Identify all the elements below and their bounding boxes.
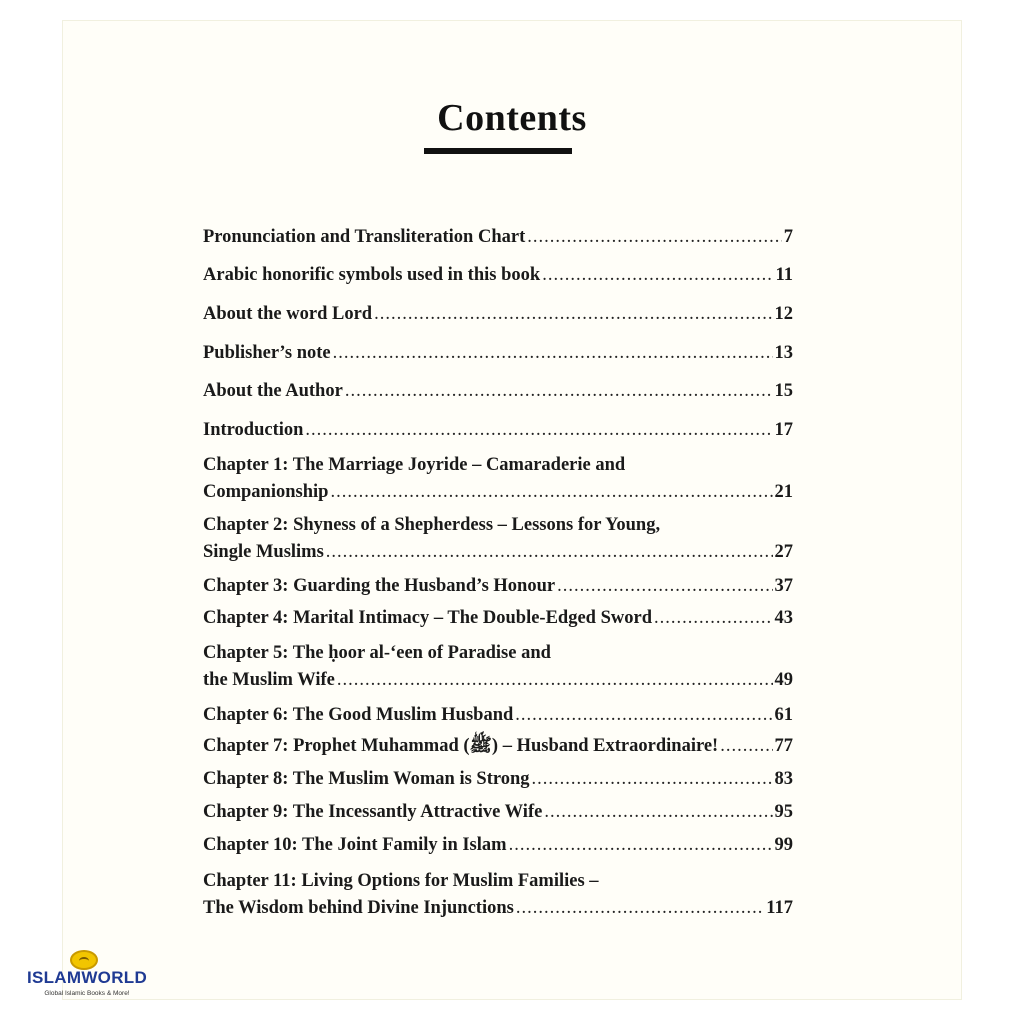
toc-entry-line [203,512,793,539]
toc-entry [203,340,793,367]
toc-page-number: 99 [774,835,793,855]
toc-entry-title: Chapter 7: Prophet Muhammad (ﷺ) – Husband Extraordinaire! [203,736,719,756]
dot-leader [515,702,772,729]
toc-entry-title: About the word Lord [203,304,373,324]
toc-entry-title: About the Author [203,381,343,401]
dot-leader [345,378,773,405]
toc-entry-last-line [203,573,793,600]
toc-entry [203,452,793,506]
toc-entry-title: Chapter 3: Guarding the Husband’s Honour [203,576,556,596]
toc-entry-last-line [203,799,793,826]
toc-entry-last-line [203,224,793,251]
toc-entry [203,301,793,328]
toc-page-number: 49 [774,670,793,690]
toc-entry-last-line [203,262,793,289]
toc-entry-last-line [203,539,793,566]
dot-leader [305,417,772,444]
dot-leader [527,224,782,251]
toc-page-number: 117 [766,898,793,918]
toc-entry [203,378,793,405]
logo-tagline: Global Islamic Books & More! [44,990,130,997]
toc-entry-title: Chapter 5: The ḥoor al-‘een of Paradise and [203,643,551,663]
toc-entry-title: Chapter 4: Marital Intimacy – The Double-Edged Sword [203,608,652,628]
toc-page-number: 13 [774,343,793,363]
dot-leader [330,479,772,506]
toc-entry-line [203,640,793,667]
toc-entry-title: Chapter 11: Living Options for Muslim Families – [203,871,599,891]
toc-page-number: 17 [774,420,793,440]
islamworld-emblem-icon [70,950,98,970]
dot-leader [544,799,772,826]
dot-leader [333,340,773,367]
toc-entry-last-line [203,766,793,793]
toc-entry [203,417,793,444]
toc-entry-line [203,868,793,895]
title-underline [424,148,572,154]
dot-leader [532,766,773,793]
toc-entry-last-line [203,417,793,444]
toc-entry-title: Companionship [203,482,329,502]
toc-entry-last-line [203,479,793,506]
toc-entry [203,605,793,632]
toc-entry [203,799,793,826]
toc-page-number: 61 [774,705,793,725]
toc-entry [203,868,793,922]
toc-entry [203,262,793,289]
toc-page-number: 95 [774,802,793,822]
page-title: Contents [437,97,587,139]
dot-leader [654,605,773,632]
toc-entry-title: Chapter 9: The Incessantly Attractive Wife [203,802,543,822]
toc-entry-title: The Wisdom behind Divine Injunctions [203,898,514,918]
toc-page-number: 11 [775,265,793,285]
toc-entry-last-line [203,832,793,859]
toc-entry [203,702,793,729]
toc-page-number: 77 [774,736,793,756]
toc-entry-last-line [203,340,793,367]
toc-entry-title: Chapter 1: The Marriage Joyride – Camaraderie and [203,455,626,475]
dot-leader [557,573,772,600]
toc-entry [203,766,793,793]
toc-entry [203,224,793,251]
toc-entry [203,832,793,859]
toc-entry-title: Arabic honorific symbols used in this book [203,265,541,285]
toc-entry-last-line [203,301,793,328]
islamworld-logo[interactable] [26,950,148,1010]
toc-entry-last-line [203,702,793,729]
toc-page-number: 43 [774,608,793,628]
toc-page-number: 12 [774,304,793,324]
toc-page-number: 37 [774,576,793,596]
toc-entry-last-line [203,667,793,694]
toc-entry-title: Introduction [203,420,304,440]
toc-entry [203,640,793,694]
toc-entry-last-line [203,605,793,632]
toc-entry-title: Chapter 2: Shyness of a Shepherdess – Lessons for Young, [203,515,661,535]
toc-entry [203,512,793,566]
toc-entry-line [203,452,793,479]
dot-leader [720,733,772,760]
dot-leader [509,832,773,859]
toc-page-number: 27 [774,542,793,562]
toc-entry-last-line [203,895,793,922]
toc-entry [203,733,793,760]
toc-entry-title: the Muslim Wife [203,670,335,690]
toc-page-number: 21 [774,482,793,502]
toc-entry-title: Pronunciation and Transliteration Chart [203,227,526,247]
logo-name: ISLAMWORLD [26,968,148,987]
toc-page-number: 83 [774,769,793,789]
dot-leader [337,667,773,694]
toc-entry-last-line [203,378,793,405]
dot-leader [516,895,764,922]
dot-leader [374,301,772,328]
toc-entry-title: Chapter 8: The Muslim Woman is Strong [203,769,530,789]
toc-page-number: 15 [774,381,793,401]
toc-entry-last-line [203,733,793,760]
toc-entry-title: Single Muslims [203,542,324,562]
dot-leader [326,539,773,566]
toc-page-number: 7 [783,227,793,247]
toc-entry-title: Publisher’s note [203,343,331,363]
toc-entry-title: Chapter 6: The Good Muslim Husband [203,705,514,725]
dot-leader [542,262,773,289]
toc-entry [203,573,793,600]
toc-entry-title: Chapter 10: The Joint Family in Islam [203,835,507,855]
